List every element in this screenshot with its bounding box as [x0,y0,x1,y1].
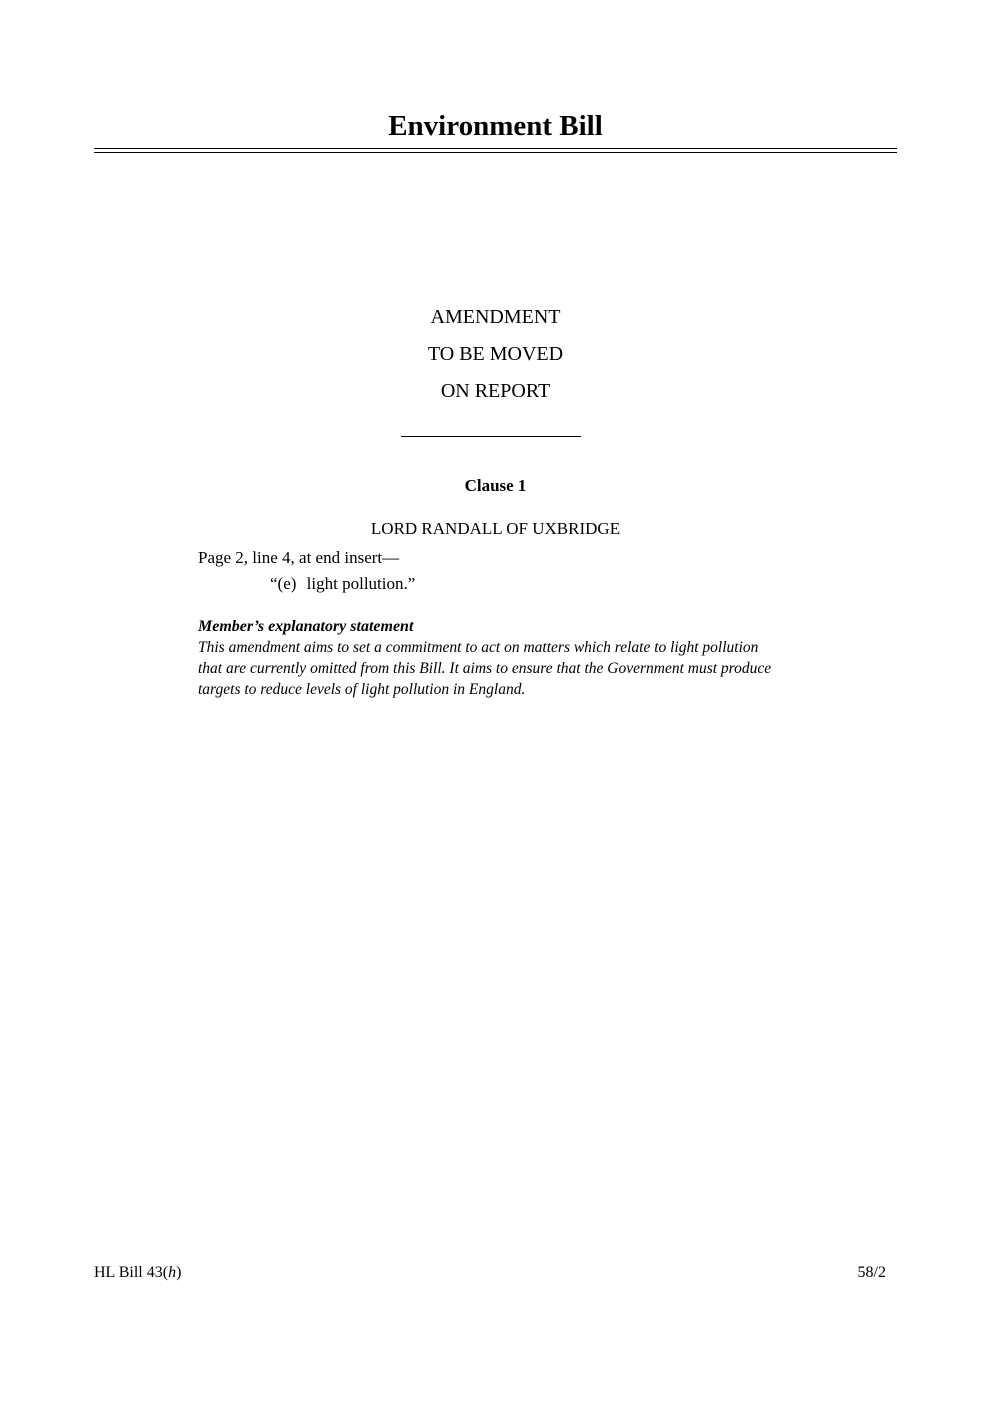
section-divider [401,436,581,437]
heading-to-be-moved: TO BE MOVED [427,343,564,365]
inserted-paragraph-number: “(e) [270,574,297,593]
title-rule-thick [94,148,897,149]
explanatory-line: This amendment aims to set a commitment to act on matters which relate to light pollution [198,639,759,656]
title-rule-thin [94,152,897,153]
heading-amendment: AMENDMENT [430,306,561,328]
explanatory-statement-body [198,637,898,700]
heading-on-report: ON REPORT [440,380,551,402]
member-name: LORD RANDALL OF UXBRIDGE [370,519,621,538]
bill-reference-suffix: ) [176,1264,182,1281]
inserted-paragraph-text: light pollution.” [306,574,416,593]
bill-reference-prefix: HL Bill 43( [94,1264,169,1281]
inserted-text [270,573,415,595]
bill-reference-letter: h [168,1264,177,1281]
page-reference: 58/2 [857,1264,886,1281]
clause-heading: Clause 1 [464,476,527,495]
explanatory-line: targets to reduce levels of light pollution in England. [198,681,526,698]
bill-reference [94,1263,181,1283]
explanatory-statement-heading: Member’s explanatory statement [198,618,414,635]
explanatory-line: that are currently omitted from this Bill. It aims to ensure that the Government must produce [198,660,772,677]
amendment-instruction: Page 2, line 4, at end insert— [198,548,400,567]
document-title: Environment Bill [388,110,603,142]
